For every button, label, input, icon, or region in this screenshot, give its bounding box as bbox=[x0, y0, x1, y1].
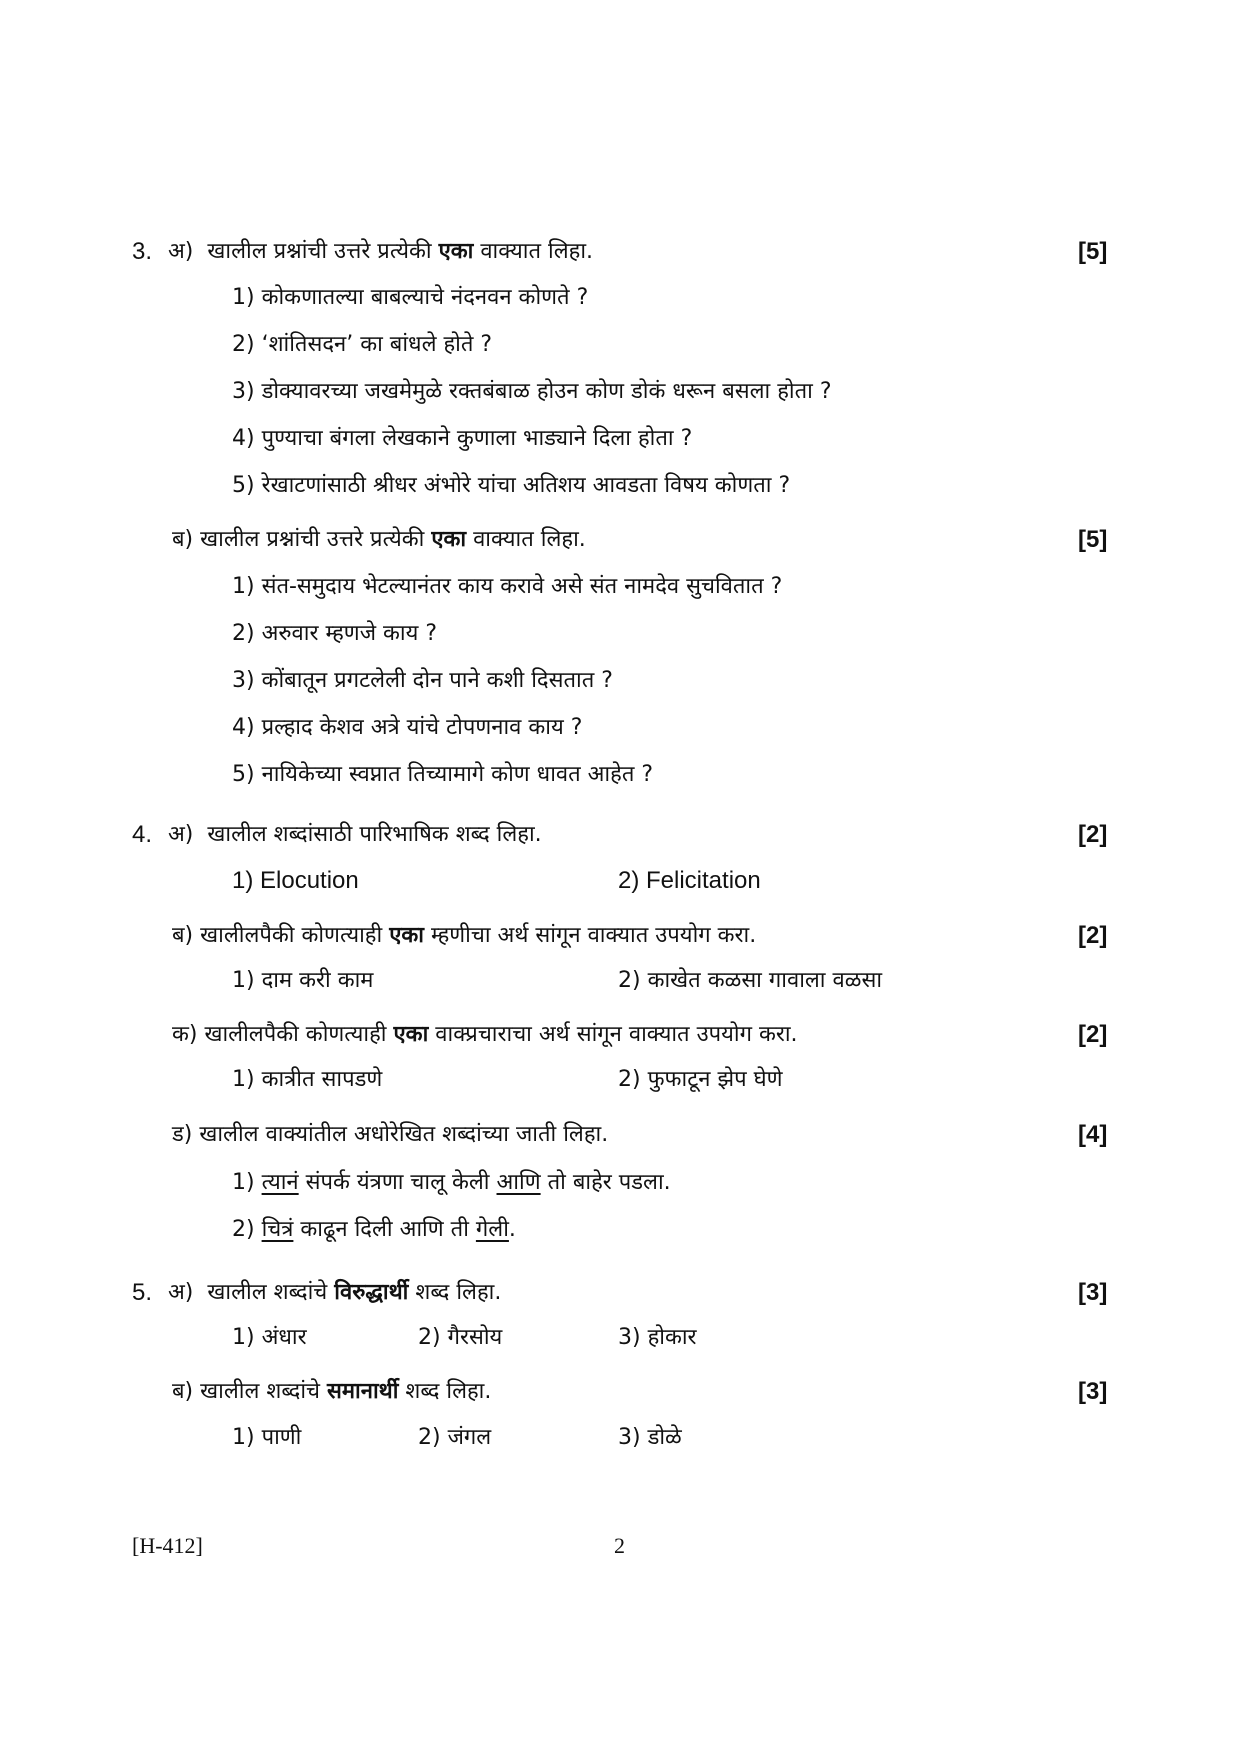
q4-number: 4. bbox=[132, 821, 153, 848]
q5a-prefix: अ) bbox=[168, 1280, 194, 1305]
q3a-bold: एका bbox=[438, 239, 474, 264]
q4a-marks: [2] bbox=[1078, 821, 1108, 848]
q5b-option: 3) डोळे bbox=[618, 1425, 682, 1450]
q3b-item: 4) प्रल्हाद केशव अत्रे यांचे टोपणनाव काय ? bbox=[232, 715, 583, 740]
q4c-text: खालीलपैकी कोणत्याही bbox=[204, 1022, 387, 1047]
q5b-option: 2) जंगल bbox=[418, 1425, 492, 1450]
q4d-sentence-2 bbox=[232, 1215, 516, 1245]
q3a-text-end: वाक्यात लिहा. bbox=[480, 239, 594, 264]
q3b-item: 5) नायिकेच्या स्वप्नात तिच्यामागे कोण धावत आहेत ? bbox=[232, 762, 654, 787]
q4d-marks: [4] bbox=[1078, 1121, 1108, 1148]
q4c-option: 2) फुफाटून झेप घेणे bbox=[618, 1067, 783, 1092]
q3a-item: 1) कोकणातल्या बाबल्याचे नंदनवन कोणते ? bbox=[232, 285, 589, 310]
q4b-bold: एका bbox=[389, 923, 424, 948]
q3a-text: खालील प्रश्नांची उत्तरे प्रत्येकी bbox=[207, 239, 432, 264]
q4d-prefix: ड) bbox=[172, 1122, 193, 1147]
q3b-prefix: ब) bbox=[172, 527, 194, 552]
q4c-option: 1) कात्रीत सापडणे bbox=[232, 1067, 383, 1092]
q4b-instruction bbox=[172, 921, 756, 951]
q3a-item: 3) डोक्यावरच्या जखमेमुळे रक्तबंबाळ होउन कोण डोकं धरून बसला होता ? bbox=[232, 379, 832, 404]
q3b-item: 3) कोंबातून प्रगटलेली दोन पाने कशी दिसतात ? bbox=[232, 668, 613, 693]
q3b-bold: एका bbox=[431, 527, 467, 552]
page-number: 2 bbox=[614, 1533, 625, 1558]
q4c-prefix: क) bbox=[172, 1022, 198, 1047]
q5-number: 5. bbox=[132, 1279, 153, 1306]
q4b-text-end: म्हणीचा अर्थ सांगून वाक्यात उपयोग करा. bbox=[430, 923, 757, 948]
q5b-text-end: शब्द लिहा. bbox=[405, 1379, 492, 1404]
q4d-instruction bbox=[172, 1120, 608, 1150]
q4c-text-end: वाक्प्रचाराचा अर्थ सांगून वाक्यात उपयोग करा. bbox=[435, 1022, 798, 1047]
q3a-instruction bbox=[168, 237, 593, 267]
q4c-bold: एका bbox=[393, 1022, 429, 1047]
q4a-option: 1) Elocution bbox=[232, 867, 359, 894]
q3a-item: 2) ‘शांतिसदन’ का बांधले होते ? bbox=[232, 332, 493, 357]
q3b-marks: [5] bbox=[1078, 526, 1108, 553]
q4b-text: खालीलपैकी कोणत्याही bbox=[200, 923, 383, 948]
q5a-option: 1) अंधार bbox=[232, 1325, 307, 1350]
q4d-s2-mid: काढून दिली आणि ती bbox=[300, 1217, 469, 1242]
q5a-instruction bbox=[168, 1278, 501, 1308]
q3b-item: 1) संत-समुदाय भेटल्यानंतर काय करावे असे संत नामदेव सुचवितात ? bbox=[232, 574, 783, 599]
q3b-item: 2) अरुवार म्हणजे काय ? bbox=[232, 621, 438, 646]
q5b-bold: समानार्थी bbox=[327, 1379, 399, 1404]
q5a-option: 3) होकार bbox=[618, 1325, 697, 1350]
q3b-text-end: वाक्यात लिहा. bbox=[473, 527, 586, 552]
q5a-text-end: शब्द लिहा. bbox=[415, 1280, 502, 1305]
q3-number: 3. bbox=[132, 238, 153, 265]
q4d-s2-underlined-1: चित्रं bbox=[261, 1217, 294, 1242]
q5b-marks: [3] bbox=[1078, 1378, 1108, 1405]
q3a-marks: [5] bbox=[1078, 238, 1108, 265]
q5a-marks: [3] bbox=[1078, 1279, 1108, 1306]
q5b-option: 1) पाणी bbox=[232, 1425, 302, 1450]
q5a-bold: विरुद्धार्थी bbox=[334, 1280, 409, 1305]
q4b-option: 1) दाम करी काम bbox=[232, 968, 374, 993]
q3b-instruction bbox=[172, 525, 586, 555]
q4c-instruction bbox=[172, 1020, 798, 1050]
q4d-s2-num: 2) bbox=[232, 1217, 255, 1242]
q4d-s1-underlined-1: त्यानं bbox=[261, 1170, 299, 1195]
q4c-marks: [2] bbox=[1078, 1021, 1108, 1048]
q4a-prefix: अ) bbox=[168, 822, 194, 847]
q3b-text: खालील प्रश्नांची उत्तरे प्रत्येकी bbox=[200, 527, 425, 552]
q4a-instruction bbox=[168, 820, 542, 850]
q4a-text: खालील शब्दांसाठी पारिभाषिक शब्द लिहा. bbox=[207, 822, 542, 847]
q5a-option: 2) गैरसोय bbox=[418, 1325, 503, 1350]
q5b-instruction bbox=[172, 1377, 491, 1407]
q4b-prefix: ब) bbox=[172, 923, 194, 948]
q4a-option: 2) Felicitation bbox=[618, 867, 761, 894]
q4d-sentence-1 bbox=[232, 1168, 671, 1198]
paper-code: [H-412] bbox=[132, 1533, 203, 1558]
q4d-s1-end: तो बाहेर पडला. bbox=[547, 1170, 671, 1195]
q5a-text: खालील शब्दांचे bbox=[207, 1280, 328, 1305]
q4b-marks: [2] bbox=[1078, 922, 1108, 949]
q4d-s1-mid: संपर्क यंत्रणा चालू केली bbox=[305, 1170, 490, 1195]
q3a-prefix: अ) bbox=[168, 239, 194, 264]
q3a-item: 5) रेखाटणांसाठी श्रीधर अंभोरे यांचा अतिशय आवडता विषय कोणता ? bbox=[232, 473, 791, 498]
q4d-s2-underlined-2: गेली bbox=[475, 1217, 509, 1242]
q4d-s1-num: 1) bbox=[232, 1170, 255, 1195]
q3a-item: 4) पुण्याचा बंगला लेखकाने कुणाला भाड्याने दिला होता ? bbox=[232, 426, 693, 451]
q4d-text: खालील वाक्यांतील अधोरेखित शब्दांच्या जाती लिहा. bbox=[199, 1122, 609, 1147]
q4b-option: 2) काखेत कळसा गावाला वळसा bbox=[618, 968, 883, 993]
q5b-text: खालील शब्दांचे bbox=[200, 1379, 321, 1404]
q4d-s2-end: . bbox=[508, 1217, 516, 1242]
q5b-prefix: ब) bbox=[172, 1379, 194, 1404]
q4d-s1-underlined-2: आणि bbox=[496, 1170, 541, 1195]
